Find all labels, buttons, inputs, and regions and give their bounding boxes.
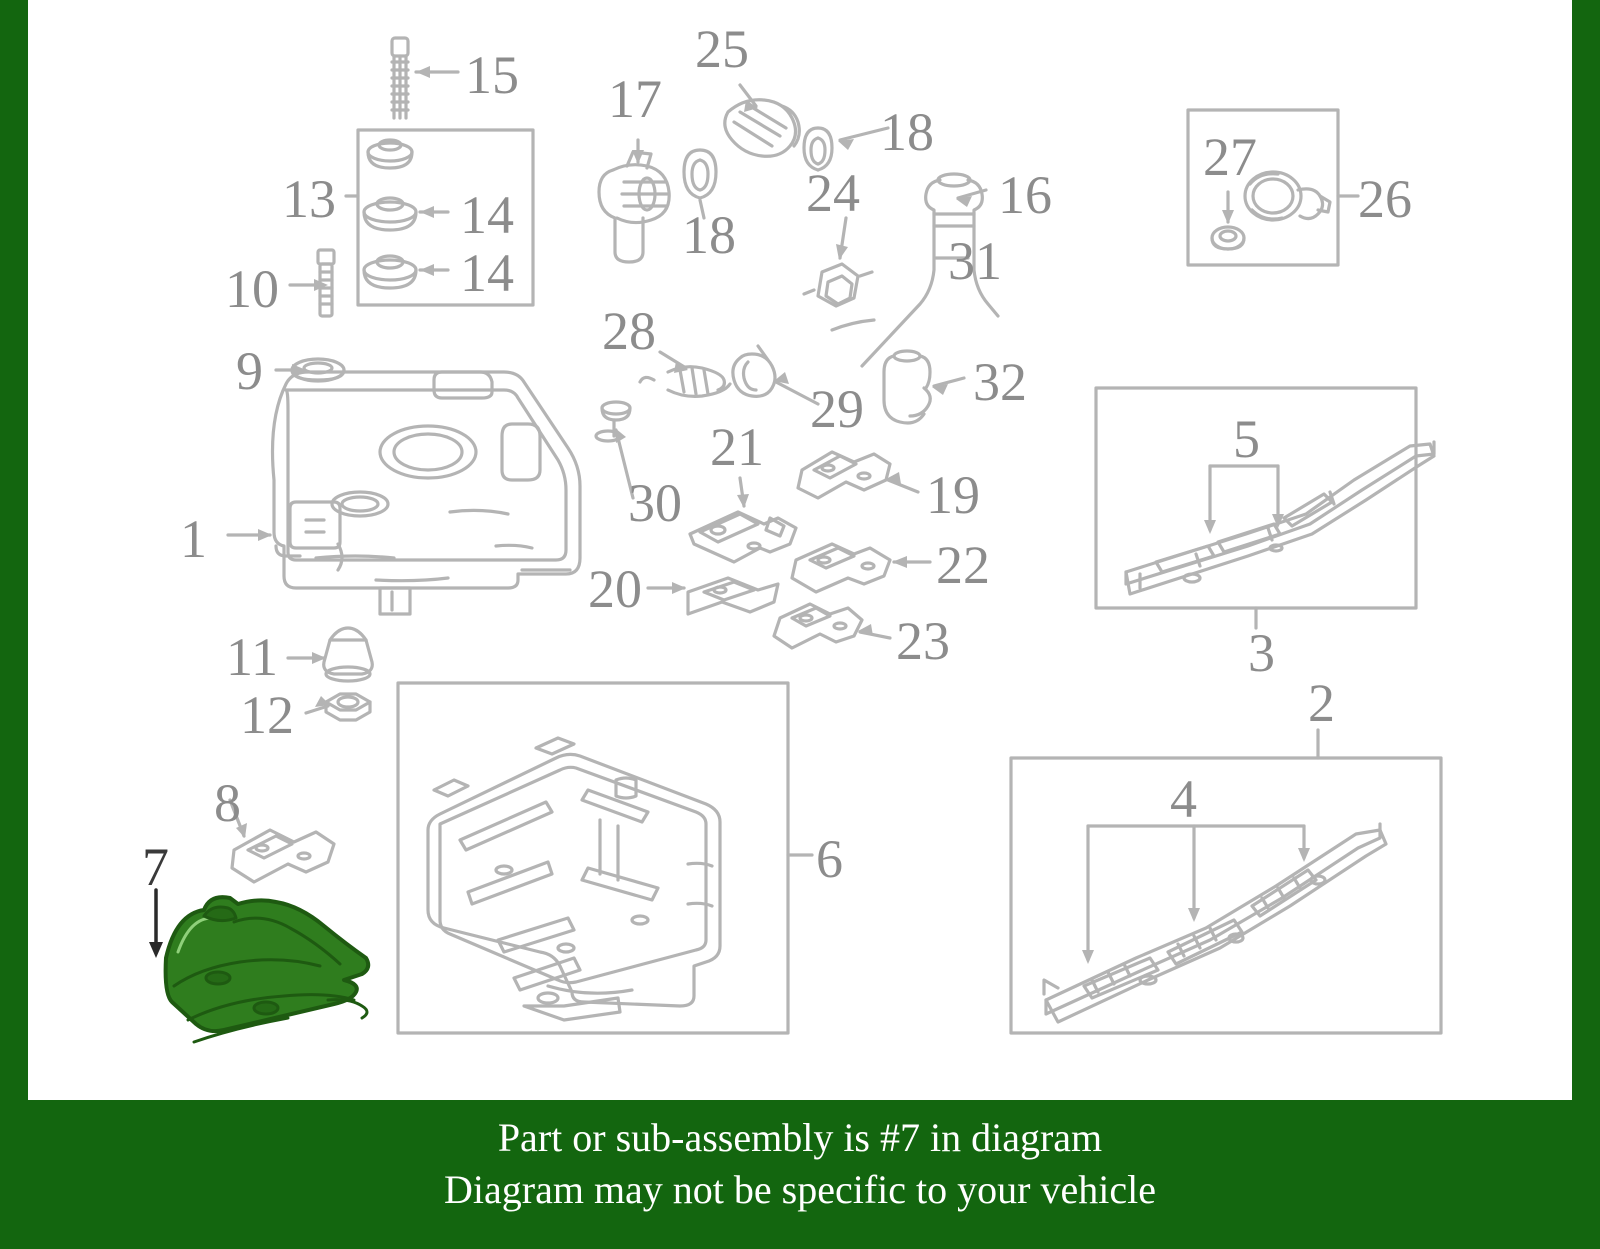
group-box-2 xyxy=(1011,758,1441,1033)
callout-16: 16 xyxy=(998,165,1052,225)
banner-line-2: Diagram may not be specific to your vehicle xyxy=(444,1167,1156,1212)
arrow-1 xyxy=(258,529,272,541)
part-18a-oring xyxy=(684,150,716,198)
callout-18-top: 18 xyxy=(880,102,934,162)
arrow-14b xyxy=(420,264,434,276)
callout-21: 21 xyxy=(710,417,764,477)
part-20-bracket xyxy=(688,578,778,614)
callout-30: 30 xyxy=(628,473,682,533)
part-6-cover xyxy=(428,738,720,1020)
callout-32: 32 xyxy=(973,352,1027,412)
arrow-21 xyxy=(737,494,749,508)
part-24-clamp xyxy=(804,264,872,306)
part-26-cap xyxy=(1245,172,1330,220)
part-23-bracket xyxy=(774,604,862,648)
callout-9: 9 xyxy=(236,341,263,401)
part-25-filter xyxy=(725,100,800,157)
callout-4: 4 xyxy=(1170,769,1197,829)
callout-10: 10 xyxy=(225,259,279,319)
arrow-4-c xyxy=(1298,848,1310,862)
callout-14-upper: 14 xyxy=(460,185,514,245)
arrow-17 xyxy=(632,150,644,164)
callout-3: 3 xyxy=(1248,623,1275,683)
callout-18-lower: 18 xyxy=(682,205,736,265)
arrow-4-a xyxy=(1082,950,1094,964)
part-30-sensor xyxy=(596,402,630,441)
callout-13: 13 xyxy=(282,169,336,229)
callout-20: 20 xyxy=(588,559,642,619)
part-27-seal xyxy=(1212,227,1244,249)
part-15-stud xyxy=(392,38,408,118)
callout-6: 6 xyxy=(816,829,843,889)
leader-19 xyxy=(888,480,918,492)
part-8-bracket xyxy=(232,830,334,882)
part-28-hose xyxy=(640,367,730,397)
arrow-20 xyxy=(672,582,686,594)
arrow-5-left xyxy=(1204,520,1216,534)
callout-24: 24 xyxy=(806,163,860,223)
callout-23: 23 xyxy=(896,611,950,671)
group-box-6 xyxy=(398,683,788,1033)
callout-31: 31 xyxy=(948,231,1002,291)
part-29-clamp xyxy=(733,346,775,396)
part-7-highlighted-cover xyxy=(166,897,369,1042)
callout-8: 8 xyxy=(214,773,241,833)
callout-28: 28 xyxy=(602,301,656,361)
callout-1: 1 xyxy=(180,509,207,569)
callout-22: 22 xyxy=(936,535,990,595)
callout-25: 25 xyxy=(695,19,749,79)
part-1-fuel-tank xyxy=(273,372,581,614)
callout-15: 15 xyxy=(465,45,519,105)
diagram-canvas xyxy=(28,0,1572,1249)
callout-12: 12 xyxy=(240,685,294,745)
part-17-pump xyxy=(599,152,669,262)
callout-5: 5 xyxy=(1233,409,1260,469)
arrow-4-b xyxy=(1188,908,1200,922)
part-21-bracket xyxy=(690,512,796,562)
callout-27: 27 xyxy=(1203,127,1257,187)
callout-2: 2 xyxy=(1308,673,1335,733)
arrow-30 xyxy=(615,428,626,443)
part-12-nut xyxy=(326,694,370,720)
callout-29: 29 xyxy=(810,379,864,439)
banner-line-1: Part or sub-assembly is #7 in diagram xyxy=(497,1115,1103,1160)
part-13-grommets xyxy=(364,140,416,288)
callout-17: 17 xyxy=(608,69,662,129)
arrow-27 xyxy=(1222,210,1234,224)
arrow-22 xyxy=(892,556,907,568)
leader-32 xyxy=(934,378,964,386)
part-11-cushion xyxy=(324,628,373,681)
callout-26: 26 xyxy=(1358,169,1412,229)
parts-diagram-svg xyxy=(28,0,1572,1100)
callout-7-highlighted: 7 xyxy=(142,837,169,897)
part-32-hose xyxy=(884,351,930,423)
left-border-bar xyxy=(0,0,28,1249)
part-4-protector xyxy=(1044,824,1386,1022)
arrow-24 xyxy=(836,244,848,260)
arrow-7 xyxy=(149,942,163,958)
status-banner xyxy=(28,1100,1572,1249)
callout-11: 11 xyxy=(226,627,278,687)
part-22-bracket xyxy=(792,544,890,592)
part-19-bracket xyxy=(798,452,890,498)
arrow-14a xyxy=(420,206,434,218)
right-border-bar xyxy=(1572,0,1600,1249)
callout-19: 19 xyxy=(926,465,980,525)
arrow-15 xyxy=(416,66,430,78)
callout-14-lower: 14 xyxy=(460,243,514,303)
